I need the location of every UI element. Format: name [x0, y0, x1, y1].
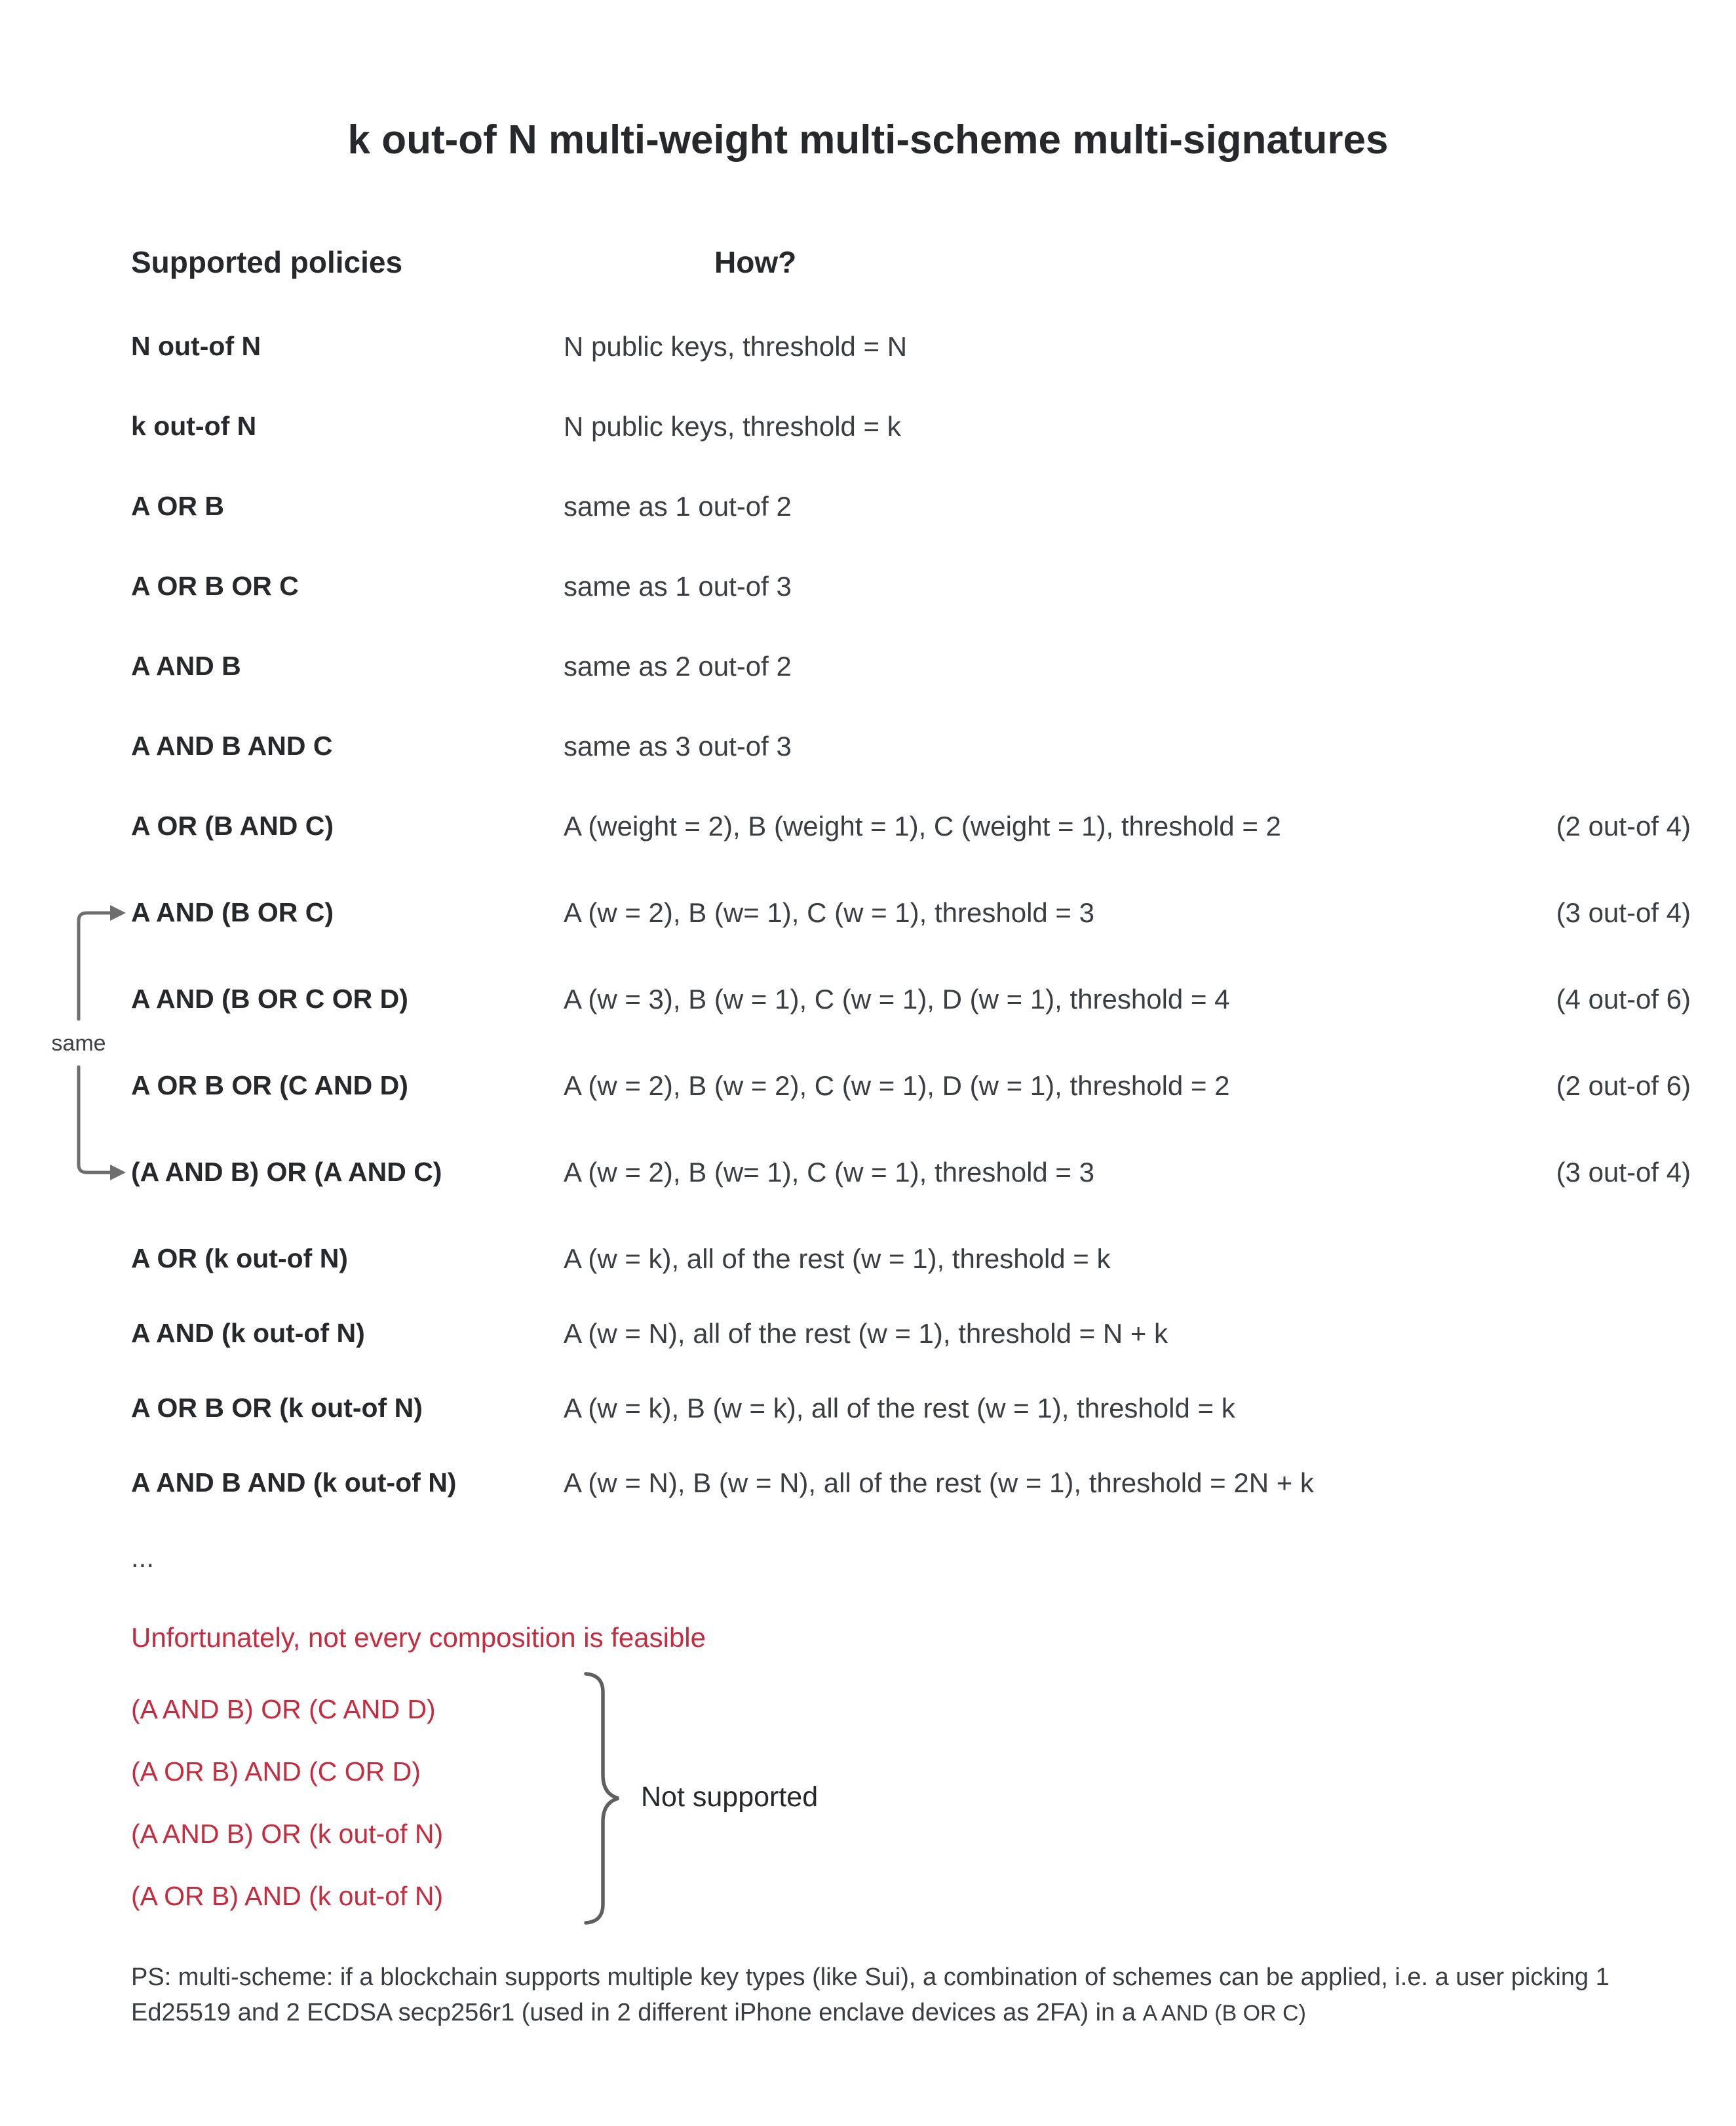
note-cell: (3 out-of 4) [1556, 1157, 1691, 1188]
policy-cell: A OR B OR (k out-of N) [131, 1393, 423, 1423]
note-cell: (4 out-of 6) [1556, 984, 1691, 1015]
ps-policy-expression: A AND (B OR C) [1142, 2001, 1306, 2026]
policy-cell: A AND B AND C [131, 731, 333, 761]
policy-cell: A AND (k out-of N) [131, 1318, 365, 1348]
table-header-row [131, 246, 1691, 331]
table-row [131, 651, 1691, 731]
note-cell: (2 out-of 6) [1556, 1070, 1691, 1101]
arrow-right-top-icon [110, 905, 126, 921]
policy-table [131, 246, 1691, 2031]
how-cell: A (w = 2), B (w = 2), C (w = 1), D (w = 1), threshold = 2 [564, 1070, 1230, 1101]
policy-cell: A OR (B AND C) [131, 811, 334, 841]
how-cell: A (w = N), B (w = N), all of the rest (w = 1), threshold = 2N + k [564, 1467, 1314, 1498]
ps-note [131, 1960, 1678, 2031]
table-row [131, 331, 1691, 411]
infeasible-heading: Unfortunately, not every composition is feasible [131, 1622, 706, 1653]
policy-cell: A AND (B OR C OR D) [131, 984, 408, 1014]
how-cell: same as 1 out-of 3 [564, 571, 792, 602]
column-header-how: How? [714, 245, 797, 279]
table-row [131, 984, 1691, 1070]
how-cell: A (w = k), B (w = k), all of the rest (w = 1), threshold = k [564, 1393, 1235, 1423]
table-row [131, 1318, 1691, 1393]
infeasible-item: (A OR B) AND (k out-of N) [131, 1881, 444, 1911]
policy-table-body [131, 331, 1691, 1542]
table-row [131, 731, 1691, 811]
how-cell: A (weight = 2), B (weight = 1), C (weight = 1), threshold = 2 [564, 811, 1281, 841]
column-header-supported-policies: Supported policies [131, 245, 403, 279]
how-cell: A (w = 2), B (w= 1), C (w = 1), threshold = 3 [564, 897, 1094, 928]
policy-cell: A AND B [131, 651, 241, 681]
how-cell: A (w = 3), B (w = 1), C (w = 1), D (w = 1), threshold = 4 [564, 984, 1230, 1015]
table-row [131, 1393, 1691, 1467]
policy-cell: A OR B OR C [131, 571, 299, 601]
table-row [131, 1157, 1691, 1243]
same-bracket-top-line [79, 913, 110, 1019]
policy-cell: A OR (k out-of N) [131, 1243, 348, 1273]
ellipsis: ... [131, 1542, 155, 1573]
policy-cell: A OR B OR (C AND D) [131, 1070, 408, 1100]
how-cell: same as 2 out-of 2 [564, 651, 792, 682]
table-row [131, 811, 1691, 897]
policy-cell: k out-of N [131, 411, 257, 441]
note-cell: (2 out-of 4) [1556, 811, 1691, 841]
infeasible-item: (A AND B) OR (k out-of N) [131, 1819, 444, 1849]
same-bracket [33, 898, 177, 1193]
infeasible-item: (A OR B) AND (C OR D) [131, 1756, 421, 1787]
policy-cell: (A AND B) OR (A AND C) [131, 1157, 442, 1187]
note-cell: (3 out-of 4) [1556, 897, 1691, 928]
how-cell: N public keys, threshold = N [564, 331, 908, 362]
how-cell: A (w = 2), B (w= 1), C (w = 1), threshold = 3 [564, 1157, 1094, 1188]
how-cell: N public keys, threshold = k [564, 411, 901, 442]
table-row [131, 1467, 1691, 1542]
table-row [131, 411, 1691, 491]
policy-cell: N out-of N [131, 331, 261, 361]
table-row [131, 1243, 1691, 1318]
table-row [131, 491, 1691, 571]
table-row [131, 897, 1691, 984]
same-bracket-bottom-line [79, 1067, 110, 1172]
arrow-right-bottom-icon [110, 1165, 126, 1180]
table-row [131, 571, 1691, 651]
how-cell: A (w = N), all of the rest (w = 1), threshold = N + k [564, 1318, 1168, 1349]
how-cell: A (w = k), all of the rest (w = 1), threshold = k [564, 1243, 1111, 1274]
how-cell: same as 1 out-of 2 [564, 491, 792, 522]
ps-text: PS: multi-scheme: if a blockchain supports multiple key types (like Sui), a combination of schemes can be applied, i.e. a user picking 1 Ed25519 and 2 ECDSA secp256r1 (used in 2 different iPhone enclave devices as 2FA) in a [131, 1963, 1610, 2026]
table-row [131, 1070, 1691, 1157]
not-supported-label: Not supported [641, 1781, 819, 1813]
same-label: same [51, 1031, 106, 1056]
page-title: k out-of N multi-weight multi-scheme multi-signatures [347, 117, 1389, 163]
policy-cell: A AND (B OR C) [131, 897, 334, 927]
how-cell: same as 3 out-of 3 [564, 731, 792, 762]
infeasible-list [131, 1694, 1691, 1912]
infeasible-item: (A AND B) OR (C AND D) [131, 1694, 436, 1724]
policy-cell: A OR B [131, 491, 224, 521]
policy-cell: A AND B AND (k out-of N) [131, 1467, 457, 1498]
